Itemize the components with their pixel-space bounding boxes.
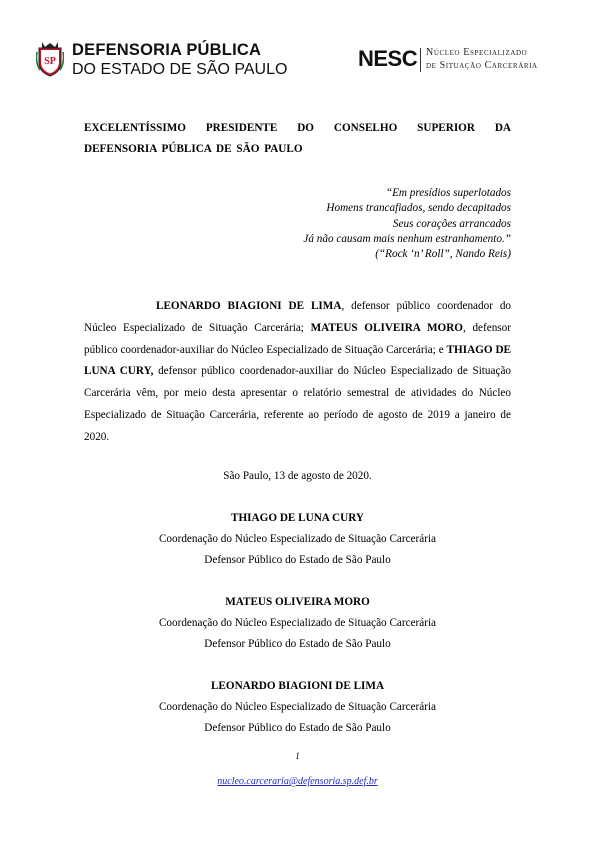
sao-paulo-coat-of-arms-icon xyxy=(36,40,64,78)
defensoria-header-logo xyxy=(36,40,288,80)
signature-name: THIAGO DE LUNA CURY xyxy=(231,512,364,524)
nesc-logo-text: NESC xyxy=(358,46,418,71)
signature-role: Coordenação do Núcleo Especializado de Situação Carcerária xyxy=(158,617,437,629)
body-text: defensor público coordenador-auxiliar do Núcleo Especializado de Situação Carcerária vêm, por meio desta apresentar o relatório semestral de atividades do Núcleo Especializado de Situação Carcerária, referente ao período de agosto de 2019 a janeiro de 2020. xyxy=(84,365,511,443)
epigraph xyxy=(250,186,511,262)
nesc-name-line1: Núcleo Especializado xyxy=(426,47,528,58)
epigraph-line: Homens trancafiados, sendo decapitados xyxy=(326,202,511,215)
signature-block xyxy=(84,592,511,655)
document-title: EXCELENTÍSSIMO PRESIDENTE DO CONSELHO SUPERIOR DA DEFENSORIA PÚBLICA DE SÃO PAULO xyxy=(84,122,511,155)
signature-block xyxy=(84,676,511,739)
footer-email-link[interactable]: nucleo.carceraria@defensoria.sp.def.br xyxy=(217,776,378,787)
place-date: São Paulo, 13 de agosto de 2020. xyxy=(223,470,372,482)
signature-block xyxy=(84,508,511,571)
epigraph-line: “Em presídios superlotados xyxy=(385,187,511,199)
svg-text:SP: SP xyxy=(44,56,56,67)
epigraph-line: Já não causam mais nenhum estranhamento.” xyxy=(303,232,511,245)
body-name-leonardo: LEONARDO BIAGIONI DE LIMA xyxy=(156,300,342,312)
signature-office: Defensor Público do Estado de São Paulo xyxy=(204,722,391,734)
org-name-line1: DEFENSORIA PÚBLICA xyxy=(72,41,262,59)
page-number: 1 xyxy=(295,751,300,761)
signature-office: Defensor Público do Estado de São Paulo xyxy=(204,638,391,650)
logo-divider xyxy=(420,48,421,72)
epigraph-line: Seus corações arrancados xyxy=(392,217,511,230)
body-text: , defensor público coordenador-auxiliar do Núcleo Especializado de Situação Carcerária; e xyxy=(84,321,511,356)
body-name-mateus: MATEUS OLIVEIRA MORO xyxy=(310,321,463,334)
signature-name: MATEUS OLIVEIRA MORO xyxy=(225,596,370,608)
org-name-line2: DO ESTADO DE SÃO PAULO xyxy=(72,61,288,78)
signature-office: Defensor Público do Estado de São Paulo xyxy=(204,554,391,566)
nesc-name-line2: de Situação Carcerária xyxy=(426,60,538,71)
body-text: , defensor público coordenador do Núcleo Especializado de Situação Carcerária; xyxy=(84,300,512,334)
signature-name: LEONARDO BIAGIONI DE LIMA xyxy=(210,680,385,692)
epigraph-citation: (“Rock ‘n’ Roll”, Nando Reis) xyxy=(375,248,511,261)
body-name-thiago: THIAGO DE LUNA CURY, xyxy=(84,343,512,378)
signature-role: Coordenação do Núcleo Especializado de Situação Carcerária xyxy=(158,701,437,713)
body-paragraph xyxy=(84,296,511,449)
nesc-header-logo xyxy=(358,46,558,76)
signature-role: Coordenação do Núcleo Especializado de Situação Carcerária xyxy=(158,533,437,545)
